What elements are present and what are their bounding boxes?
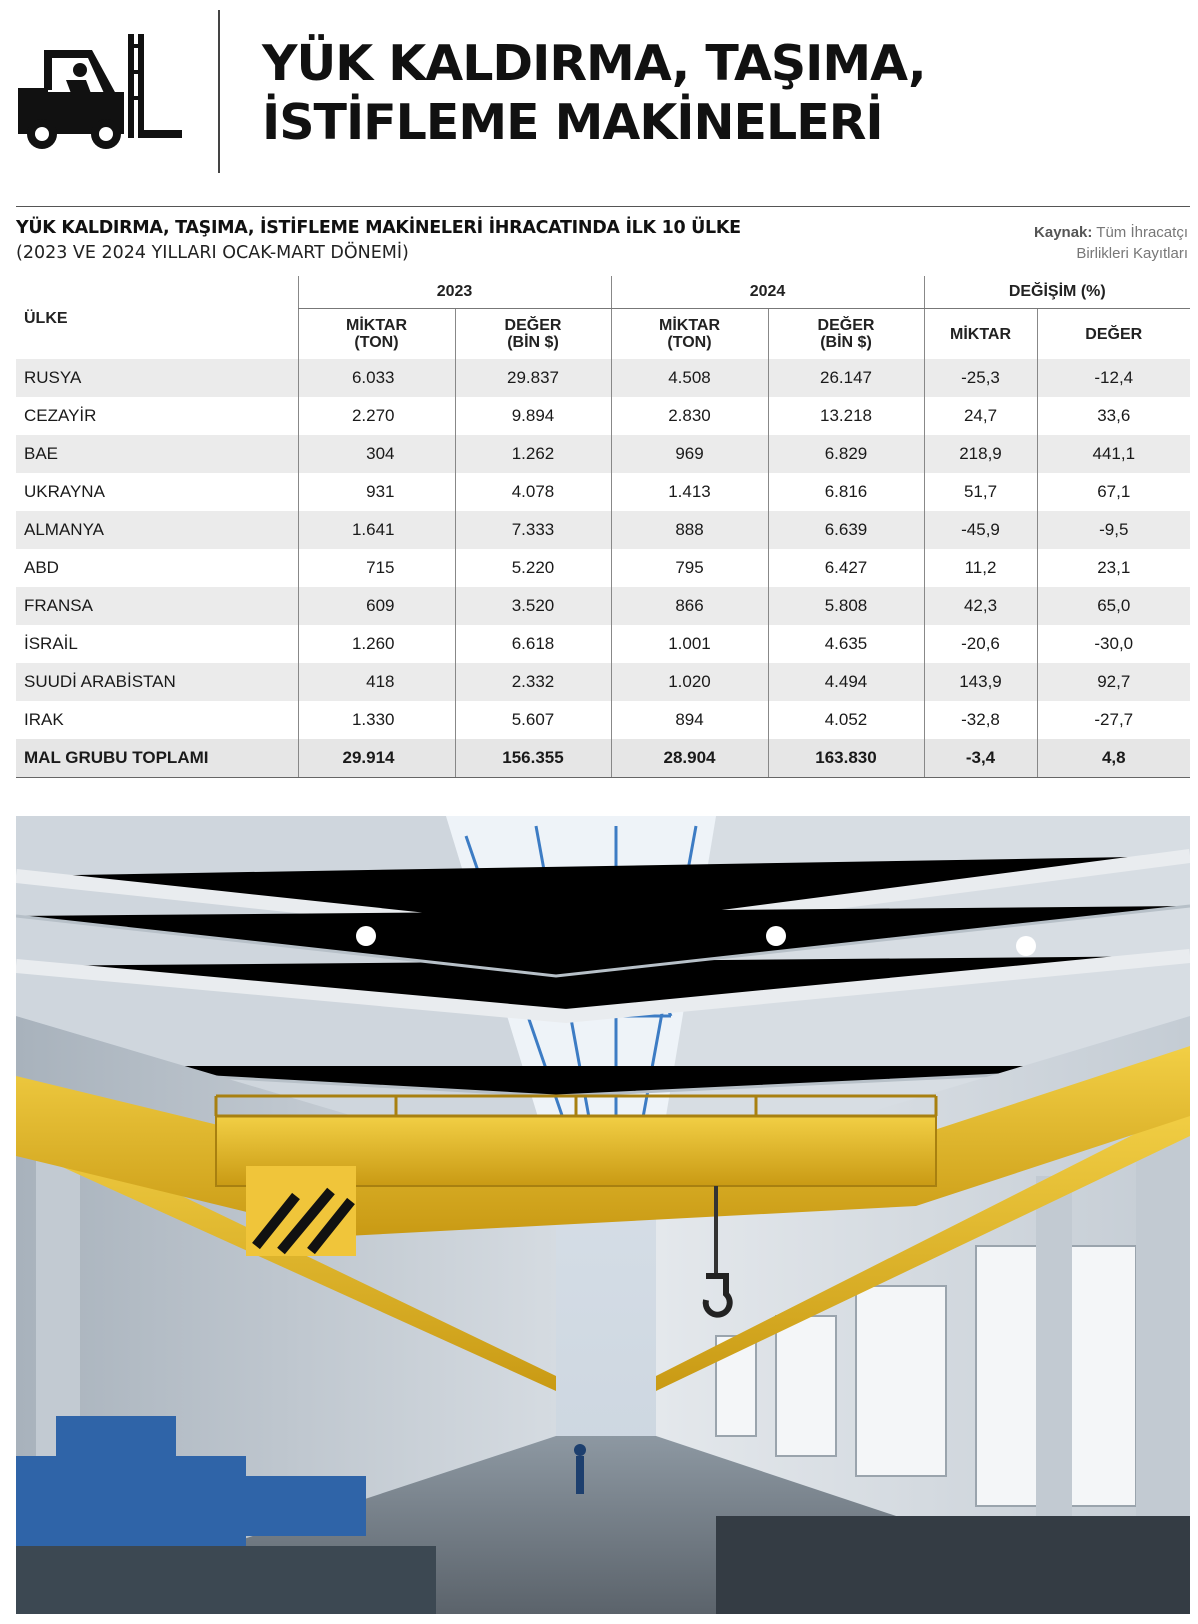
country-cell: UKRAYNA <box>24 482 105 501</box>
qty-2024-cell: 866 <box>611 587 768 625</box>
qty-2023-cell: 29.914 <box>298 739 455 778</box>
val-2023-cell: 5.220 <box>455 549 611 587</box>
source-line-2: Birlikleri Kayıtları <box>1076 245 1188 262</box>
change-val-cell: 4,8 <box>1037 739 1190 778</box>
table-row <box>16 587 1190 625</box>
qty-2024-cell: 894 <box>611 701 768 739</box>
country-cell: RUSYA <box>16 359 298 397</box>
header-val-2023 <box>455 309 611 360</box>
factory-crane-photo <box>16 816 1190 1614</box>
qty-2024-cell: 4.508 <box>611 359 768 397</box>
val-2024-cell: 4.494 <box>768 663 924 701</box>
country-cell: ALMANYA <box>16 511 298 549</box>
qty-2024-cell: 28.904 <box>611 739 768 778</box>
qty-2024-cell: 1.413 <box>611 473 768 511</box>
table-row <box>16 663 1190 701</box>
header-change-val: DEĞER <box>1037 309 1190 360</box>
factory-crane-illustration <box>16 816 1190 1614</box>
val-2024-cell: 4.635 <box>768 625 924 663</box>
change-val-cell: 92,7 <box>1037 663 1190 701</box>
val-2023-cell: 5.607 <box>455 701 611 739</box>
change-val-cell: 441,1 <box>1037 435 1190 473</box>
val-2024-cell: 4.052 <box>768 701 924 739</box>
qty-2024-cell: 795 <box>611 549 768 587</box>
val-2023-cell: 1.262 <box>455 435 611 473</box>
change-qty-cell: 42,3 <box>924 587 1037 625</box>
table-row <box>16 701 1190 739</box>
val-2024-cell: 6.829 <box>768 435 924 473</box>
page-title-line-2: İSTİFLEME MAKİNELERİ <box>262 94 883 151</box>
change-val-cell: -12,4 <box>1037 359 1190 397</box>
table-row <box>16 359 1190 397</box>
country-cell: MAL GRUBU TOPLAMI <box>16 739 298 778</box>
qty-2023-cell: 1.330 <box>298 701 455 739</box>
country-cell: CEZAYİR <box>24 406 97 425</box>
change-val-cell: 65,0 <box>1037 587 1190 625</box>
table-row <box>16 473 1190 511</box>
country-cell: IRAK <box>24 710 64 729</box>
val-2024-cell: 6.816 <box>768 473 924 511</box>
val-2023-cell: 3.520 <box>455 587 611 625</box>
change-val-cell: -9,5 <box>1037 511 1190 549</box>
change-val-cell: -30,0 <box>1037 625 1190 663</box>
val-2023-cell: 156.355 <box>455 739 611 778</box>
val-2023-cell: 7.333 <box>455 511 611 549</box>
val-2024-cell: 6.427 <box>768 549 924 587</box>
qty-2023-cell: 1.260 <box>298 625 455 663</box>
page-header <box>0 0 1198 180</box>
qty-2024-cell: 888 <box>611 511 768 549</box>
header-country: ÜLKE <box>24 310 68 327</box>
val-2024-cell: 5.808 <box>768 587 924 625</box>
change-qty-cell: -32,8 <box>924 701 1037 739</box>
country-cell: BAE <box>16 435 298 473</box>
header-year-2024: 2024 <box>611 276 924 309</box>
qty-2023-cell: 931 <box>298 473 455 511</box>
source-label: Kaynak: <box>1034 224 1093 241</box>
qty-2023-cell: 418 <box>298 663 455 701</box>
val-2023-cell: 29.837 <box>455 359 611 397</box>
forklift-icon <box>16 30 184 150</box>
val-2023-cell: 6.618 <box>455 625 611 663</box>
header-change-qty: MİKTAR <box>924 309 1037 360</box>
qty-2023-cell: 304 <box>298 435 455 473</box>
change-val-cell: 33,6 <box>1037 397 1190 435</box>
change-qty-cell: 51,7 <box>924 473 1037 511</box>
table-row <box>16 625 1190 663</box>
table-total-row <box>16 739 1190 778</box>
qty-2023-cell: 6.033 <box>298 359 455 397</box>
change-qty-cell: 143,9 <box>924 663 1037 701</box>
val-2023-cell: 9.894 <box>455 397 611 435</box>
header-label-line: (TON) <box>354 334 399 351</box>
change-qty-cell: 218,9 <box>924 435 1037 473</box>
change-val-cell: -27,7 <box>1037 701 1190 739</box>
header-label-line: MİKTAR <box>345 317 408 334</box>
country-cell: ABD <box>24 558 59 577</box>
table-subtitle: (2023 VE 2024 YILLARI OCAK-MART DÖNEMİ) <box>16 243 409 263</box>
change-qty-cell: -25,3 <box>924 359 1037 397</box>
qty-2023-cell: 715 <box>298 549 455 587</box>
val-2024-cell: 26.147 <box>768 359 924 397</box>
source-line-1: Tüm İhracatçı <box>1096 224 1188 241</box>
header-label-line: (BİN $) <box>507 334 559 351</box>
qty-2024-cell: 1.020 <box>611 663 768 701</box>
export-table <box>16 276 1190 778</box>
table-row <box>16 397 1190 435</box>
table-row <box>16 511 1190 549</box>
val-2024-cell: 13.218 <box>768 397 924 435</box>
change-qty-cell: -3,4 <box>924 739 1037 778</box>
header-label-line: DEĞER <box>817 317 875 334</box>
country-cell: FRANSA <box>16 587 298 625</box>
table-row <box>16 549 1190 587</box>
table-title: YÜK KALDIRMA, TAŞIMA, İSTİFLEME MAKİNELERİ İHRACATINDA İLK 10 ÜLKE <box>16 218 741 238</box>
qty-2023-cell: 1.641 <box>298 511 455 549</box>
val-2023-cell: 2.332 <box>455 663 611 701</box>
val-2023-cell: 4.078 <box>455 473 611 511</box>
header-change: DEĞİŞİM (%) <box>924 276 1190 309</box>
header-label-line: (TON) <box>667 334 712 351</box>
country-cell: SUUDİ ARABİSTAN <box>16 663 298 701</box>
qty-2024-cell: 1.001 <box>611 625 768 663</box>
header-label-line: DEĞER <box>504 317 562 334</box>
val-2024-cell: 6.639 <box>768 511 924 549</box>
change-val-cell: 67,1 <box>1037 473 1190 511</box>
header-qty-2024 <box>611 309 768 360</box>
val-2024-cell: 163.830 <box>768 739 924 778</box>
header-qty-2023 <box>298 309 455 360</box>
header-label-line: (BİN $) <box>820 334 872 351</box>
section-divider <box>16 206 1190 207</box>
change-qty-cell: 11,2 <box>924 549 1037 587</box>
change-qty-cell: -20,6 <box>924 625 1037 663</box>
table-row <box>16 435 1190 473</box>
page-title <box>262 34 926 152</box>
header-val-2024 <box>768 309 924 360</box>
country-cell: İSRAİL <box>24 634 78 653</box>
qty-2024-cell: 2.830 <box>611 397 768 435</box>
qty-2023-cell: 2.270 <box>298 397 455 435</box>
page-title-line-1: YÜK KALDIRMA, TAŞIMA, <box>262 35 926 92</box>
change-qty-cell: 24,7 <box>924 397 1037 435</box>
header-label-line: MİKTAR <box>658 317 721 334</box>
source-note <box>1034 222 1188 264</box>
header-year-2023: 2023 <box>298 276 611 309</box>
change-qty-cell: -45,9 <box>924 511 1037 549</box>
header-divider <box>218 10 220 173</box>
qty-2024-cell: 969 <box>611 435 768 473</box>
qty-2023-cell: 609 <box>298 587 455 625</box>
change-val-cell: 23,1 <box>1037 549 1190 587</box>
